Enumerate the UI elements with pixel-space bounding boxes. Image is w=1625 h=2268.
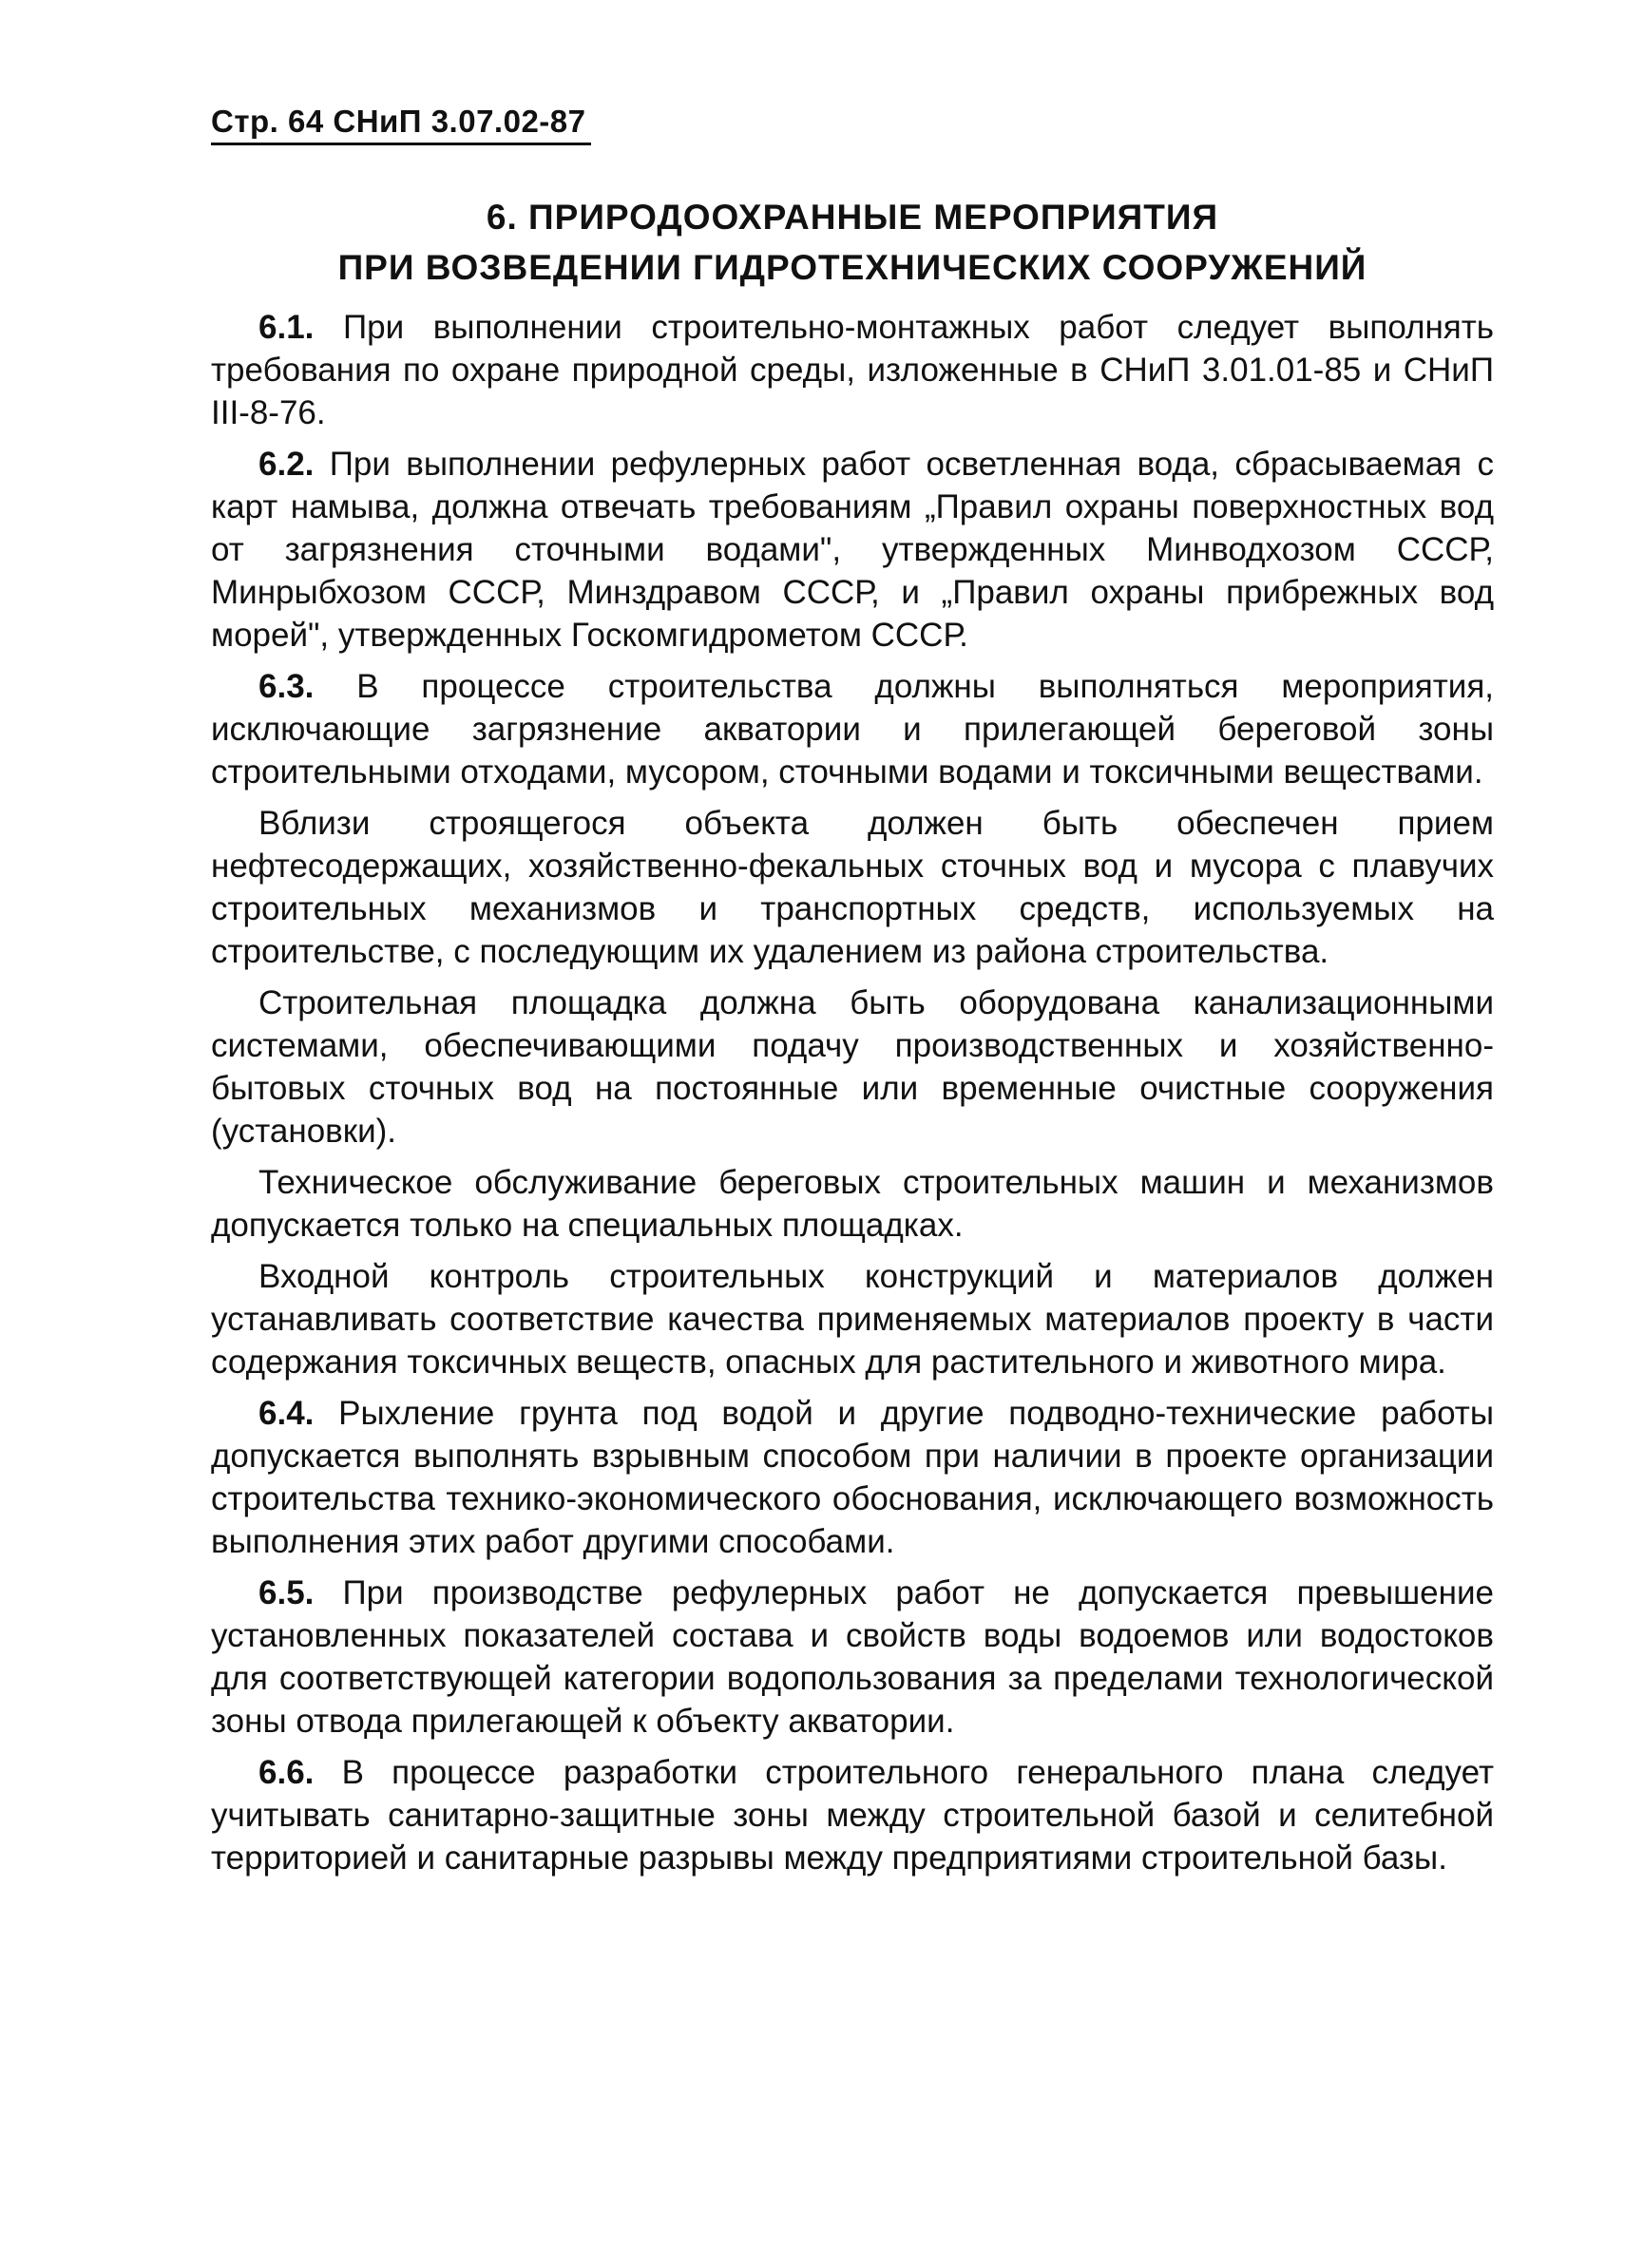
paragraph-6-1 xyxy=(211,306,1494,434)
paragraph-6-3-site-sewerage xyxy=(211,982,1494,1153)
paragraph-6-3-sewage-reception xyxy=(211,802,1494,973)
paragraph-text: В процессе разработки строительного генерального плана следует учитывать санитарно-защитные зоны между строительной базой и селитебной территорией и санитарные разрывы между предприятиями строительной базы. xyxy=(211,1754,1494,1877)
paragraph-number: 6.5. xyxy=(258,1574,315,1611)
running-header: Стр. 64 СНиП 3.07.02-87 xyxy=(211,104,586,139)
paragraph-6-2 xyxy=(211,443,1494,657)
paragraph-text: Строительная площадка должна быть оборудована канализационными системами, обеспечивающими подачу производственных и хозяйственно-бытовых сточных вод на постоянные или временные очистные сооружения (установки). xyxy=(211,984,1494,1150)
paragraph-number: 6.2. xyxy=(258,446,315,483)
paragraph-number: 6.6. xyxy=(258,1754,315,1791)
paragraph-6-6 xyxy=(211,1751,1494,1879)
paragraph-text: Вблизи строящегося объекта должен быть обеспечен прием нефтесодержащих, хозяйственно-фекальных сточных вод и мусора с плавучих строительных механизмов и транспортных средств, используемых на строительстве, с последующим их удалением из района строительства. xyxy=(211,805,1494,970)
paragraph-6-3 xyxy=(211,665,1494,793)
paragraph-number: 6.1. xyxy=(258,309,315,346)
paragraph-text: Техническое обслуживание береговых строительных машин и механизмов допускается только на специальных площадках. xyxy=(211,1164,1494,1244)
section-title-line-1: 6. ПРИРОДООХРАННЫЕ МЕРОПРИЯТИЯ xyxy=(486,198,1219,237)
paragraph-6-3-input-control xyxy=(211,1255,1494,1383)
paragraph-6-3-machine-maintenance xyxy=(211,1161,1494,1247)
section-title-line-2: ПРИ ВОЗВЕДЕНИИ ГИДРОТЕХНИЧЕСКИХ СООРУЖЕНИЙ xyxy=(337,248,1367,287)
paragraph-text: Рыхление грунта под водой и другие подводно-технические работы допускается выполнять взрывным способом при наличии в проекте организации строительства технико-экономического обоснования, исключающего возможность выполнения этих работ другими способами. xyxy=(211,1395,1494,1560)
paragraph-text: Входной контроль строительных конструкций и материалов должен устанавливать соответствие качества применяемых материалов проекту в части содержания токсичных веществ, опасных для растительного и животного мира. xyxy=(211,1258,1494,1381)
paragraph-text: При выполнении строительно-монтажных работ следует выполнять требования по охране природной среды, изложенные в СНиП 3.01.01-85 и СНиП III-8-76. xyxy=(211,309,1494,431)
paragraph-text: При производстве рефулерных работ не допускается превышение установленных показателей состава и свойств воды водоемов или водостоков для соответствующей категории водопользования за пределами технологической зоны отвода прилегающей к объекту акватории. xyxy=(211,1574,1494,1740)
paragraph-6-5 xyxy=(211,1572,1494,1743)
paragraph-number: 6.3. xyxy=(258,668,315,705)
paragraph-6-4 xyxy=(211,1392,1494,1563)
paragraph-text: При выполнении рефулерных работ осветленная вода, сбрасываемая с карт намыва, должна отвечать требованиям „Правил охраны поверхностных вод от загрязнения сточными водами", утвержденных Минводхозом СССР, Минрыбхозом СССР, Минздравом СССР, и „Правил охраны прибрежных вод морей", утвержденных Госкомгидрометом СССР. xyxy=(211,446,1494,654)
paragraph-text: В процессе строительства должны выполняться мероприятия, исключающие загрязнение акватории и прилегающей береговой зоны строительными отходами, мусором, сточными водами и токсичными веществами. xyxy=(211,668,1494,791)
paragraph-number: 6.4. xyxy=(258,1395,315,1432)
header-rule xyxy=(211,143,591,145)
body-text xyxy=(211,306,1494,1888)
